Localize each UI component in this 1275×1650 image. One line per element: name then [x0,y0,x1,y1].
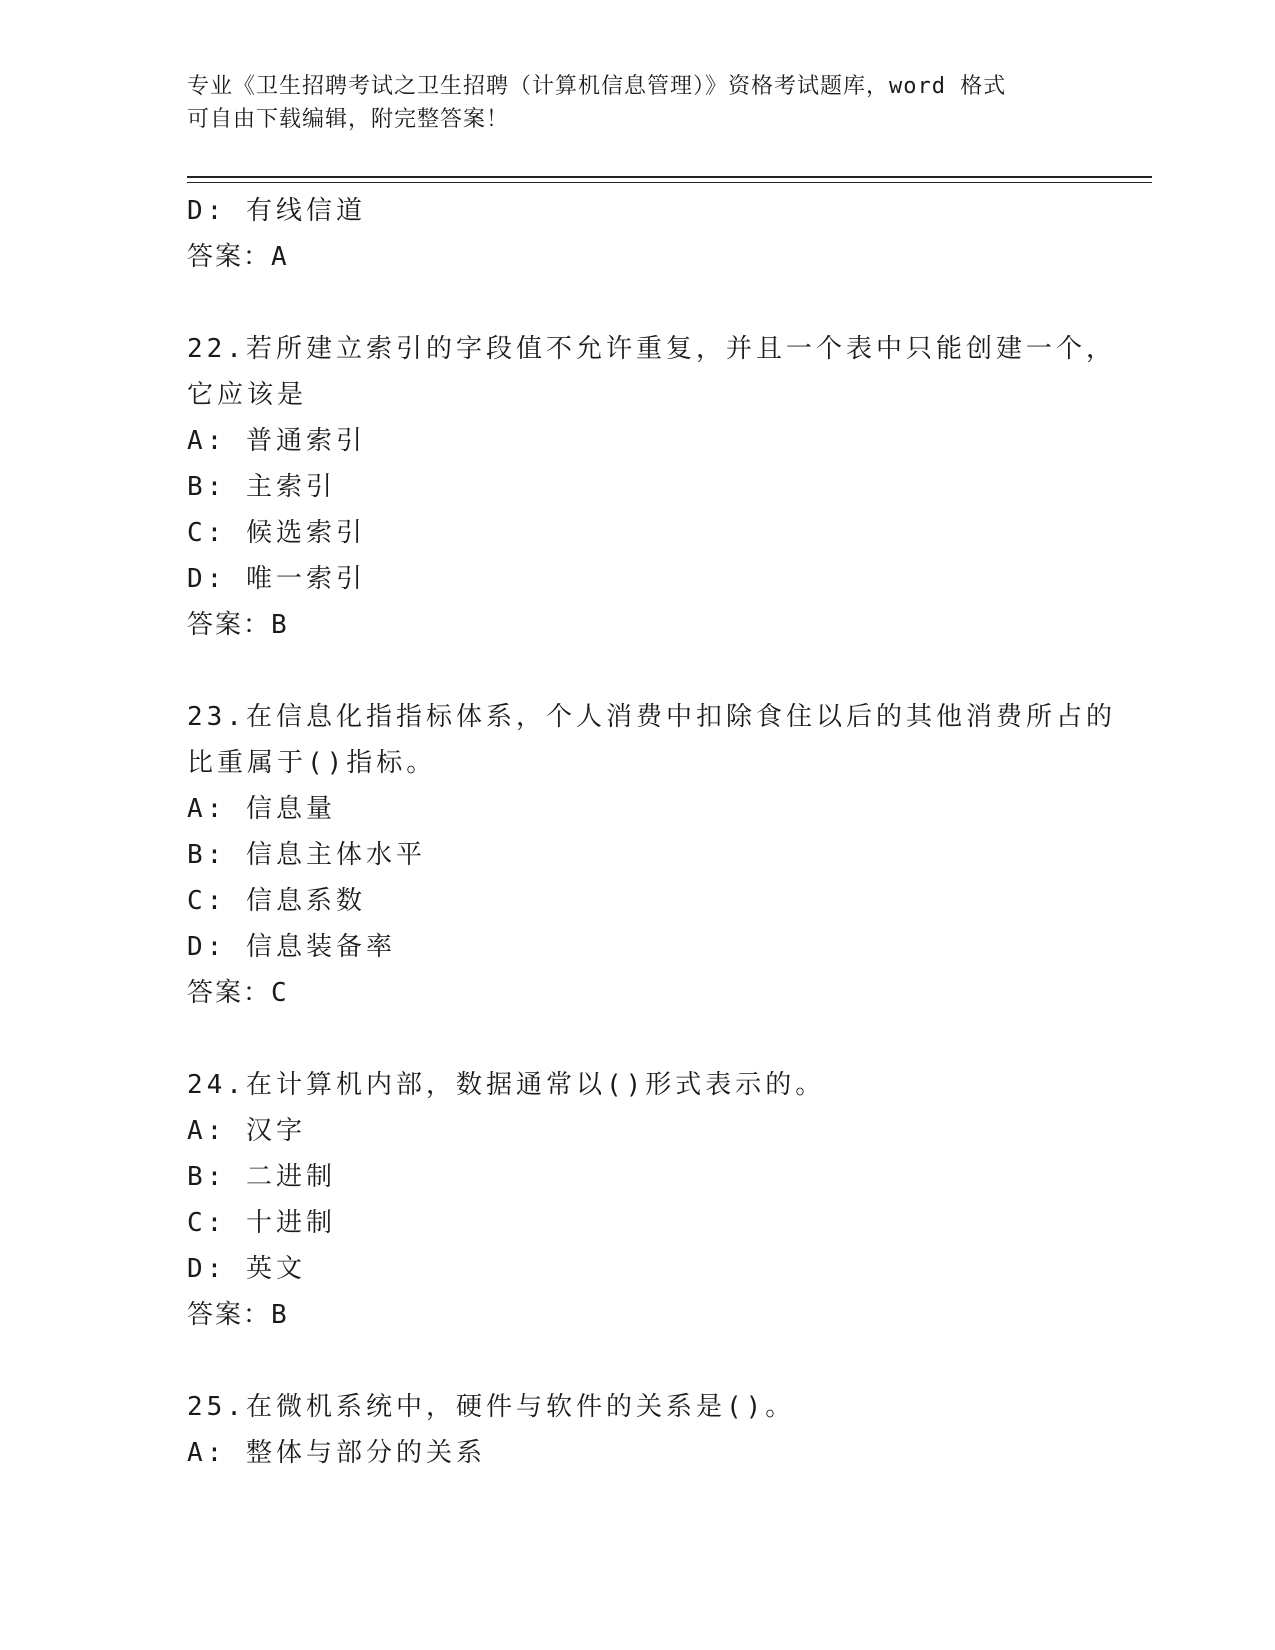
question-text-line-2: 它应该是 [187,380,308,410]
answer-line: 答案：C [187,978,289,1008]
option-c: C: 十进制 [187,1208,336,1238]
option-b: B: 二进制 [187,1162,336,1192]
option-c: C: 候选索引 [187,518,366,548]
document-header [187,70,1087,136]
option-d: D: 唯一索引 [187,564,366,594]
header-line-1: 专业《卫生招聘考试之卫生招聘（计算机信息管理）》资格考试题库，word 格式 [187,74,1007,99]
question-25 [187,1384,1087,1476]
option-d: D: 英文 [187,1254,306,1284]
option-d: D: 信息装备率 [187,932,396,962]
answer-line: 答案：B [187,1300,289,1330]
question-text-line-2: 比重属于()指标。 [187,748,437,778]
option-d: D: 有线信道 [187,196,366,226]
option-a: A: 整体与部分的关系 [187,1438,486,1468]
option-a: A: 信息量 [187,794,336,824]
question-text-line-1: 23.在信息化指指标体系，个人消费中扣除食住以后的其他消费所占的 [187,702,1116,732]
question-text-line-1: 24.在计算机内部，数据通常以()形式表示的。 [187,1070,826,1100]
answer-line: 答案：A [187,242,289,272]
question-24 [187,1062,1087,1338]
question-text-line-1: 25.在微机系统中，硬件与软件的关系是()。 [187,1392,796,1422]
question-23 [187,694,1116,1016]
header-divider-thick [187,176,1152,178]
question-22 [187,326,1116,648]
option-b: B: 主索引 [187,472,336,502]
option-b: B: 信息主体水平 [187,840,426,870]
previous-question-tail [187,188,1087,280]
header-divider-thin [187,182,1152,183]
header-line-2: 可自由下载编辑，附完整答案！ [187,107,510,132]
question-text-line-1: 22.若所建立索引的字段值不允许重复，并且一个表中只能创建一个， [187,334,1116,364]
option-a: A: 普通索引 [187,426,366,456]
answer-line: 答案：B [187,610,289,640]
option-c: C: 信息系数 [187,886,366,916]
question-list [187,188,1116,1476]
option-a: A: 汉字 [187,1116,306,1146]
